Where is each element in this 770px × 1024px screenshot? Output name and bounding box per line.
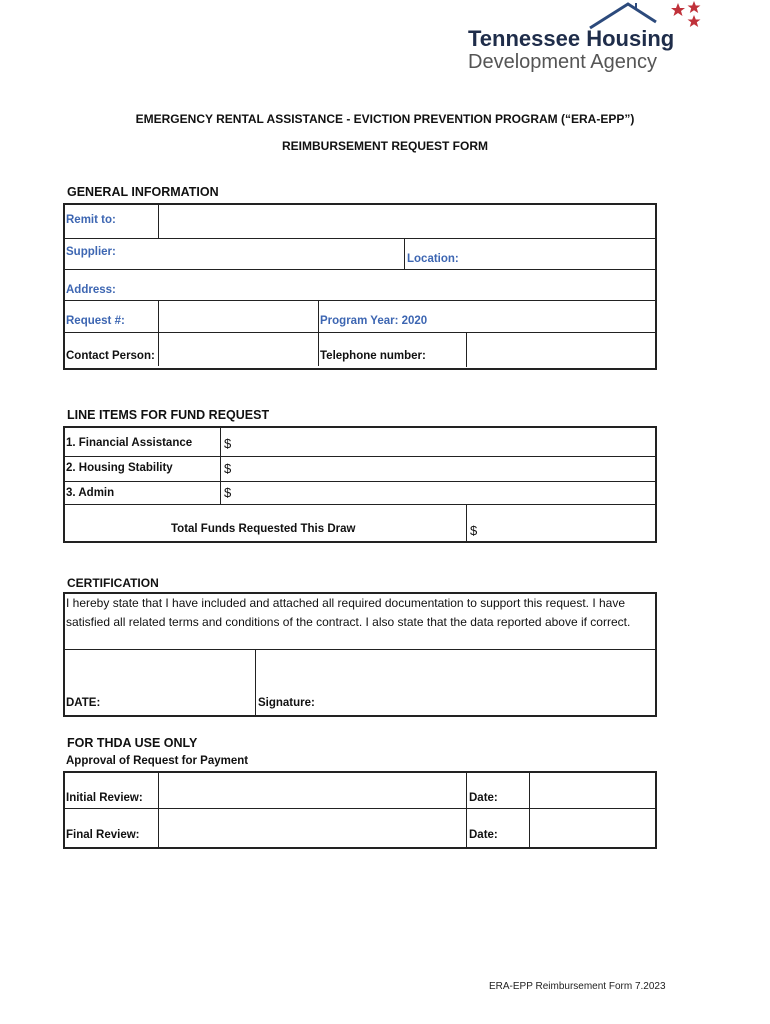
line-item-label: 2. Housing Stability — [66, 462, 173, 474]
form-subtitle: REIMBURSEMENT REQUEST FORM — [281, 139, 488, 153]
column-divider — [404, 238, 405, 269]
remit-to-field[interactable] — [158, 205, 655, 238]
currency-symbol: $ — [224, 461, 232, 476]
stars-icon — [670, 1, 710, 31]
line-items-heading: LINE ITEMS FOR FUND REQUEST — [67, 408, 270, 422]
program-year-label: Program Year: 2020 — [320, 315, 428, 327]
row-divider — [63, 300, 657, 301]
housing-stability-amount[interactable] — [222, 457, 654, 481]
logo-line1: Tennessee Housing — [468, 26, 675, 51]
telephone-label: Telephone number: — [320, 350, 426, 362]
total-funds-amount[interactable] — [467, 506, 654, 539]
telephone-field[interactable] — [466, 332, 655, 367]
remit-to-label: Remit to: — [66, 214, 116, 226]
thda-logo — [462, 0, 712, 80]
address-field[interactable] — [122, 271, 654, 300]
admin-amount[interactable] — [222, 482, 654, 504]
currency-symbol: $ — [470, 523, 478, 538]
initial-date-label: Date: — [469, 792, 498, 804]
signature-field[interactable] — [257, 651, 654, 713]
row-divider — [63, 269, 657, 270]
financial-assistance-amount[interactable] — [222, 428, 654, 456]
program-year-field[interactable] — [440, 302, 654, 332]
column-divider — [529, 771, 530, 847]
general-info-heading: GENERAL INFORMATION — [67, 185, 219, 199]
initial-review-field[interactable] — [160, 773, 465, 808]
certification-text: I hereby state that I have included and attached all required documentation to support this request. I have satisfied all related terms and conditions of the contract. I also state that the data reported above if correct. — [66, 596, 631, 629]
request-number-label: Request #: — [66, 315, 125, 327]
final-review-label: Final Review: — [66, 829, 140, 841]
initial-date-field[interactable] — [531, 773, 654, 808]
thda-use-heading: FOR THDA USE ONLY — [67, 736, 198, 750]
request-number-field[interactable] — [158, 300, 319, 366]
row-divider — [63, 649, 657, 650]
row-divider — [63, 808, 657, 809]
total-funds-label: Total Funds Requested This Draw — [171, 523, 356, 535]
final-date-field[interactable] — [531, 810, 654, 845]
currency-symbol: $ — [224, 436, 232, 451]
contact-person-label: Contact Person: — [66, 350, 155, 362]
column-divider — [220, 426, 221, 504]
location-field[interactable] — [466, 240, 654, 269]
column-divider — [466, 771, 467, 847]
address-label: Address: — [66, 284, 116, 296]
supplier-label: Supplier: — [66, 246, 116, 258]
signature-label: Signature: — [258, 697, 315, 709]
supplier-field[interactable] — [130, 240, 402, 269]
column-divider — [158, 771, 159, 847]
line-item-label: 3. Admin — [66, 487, 115, 499]
final-date-label: Date: — [469, 829, 498, 841]
location-label: Location: — [407, 253, 459, 265]
row-divider — [63, 504, 657, 505]
certification-heading: CERTIFICATION — [67, 576, 159, 590]
currency-symbol: $ — [224, 485, 232, 500]
column-divider — [255, 649, 256, 715]
form-title: EMERGENCY RENTAL ASSISTANCE - EVICTION PREVENTION PROGRAM (“ERA-EPP”) — [135, 112, 635, 126]
line-item-label: 1. Financial Assistance — [66, 437, 193, 449]
logo-line2: Development Agency — [468, 51, 658, 73]
initial-review-label: Initial Review: — [66, 792, 143, 804]
row-divider — [63, 238, 657, 239]
final-review-field[interactable] — [160, 810, 465, 845]
footer-text: ERA-EPP Reimbursement Form 7.2023 — [489, 981, 666, 992]
approval-subheading: Approval of Request for Payment — [66, 755, 249, 767]
date-label: DATE: — [66, 697, 101, 709]
